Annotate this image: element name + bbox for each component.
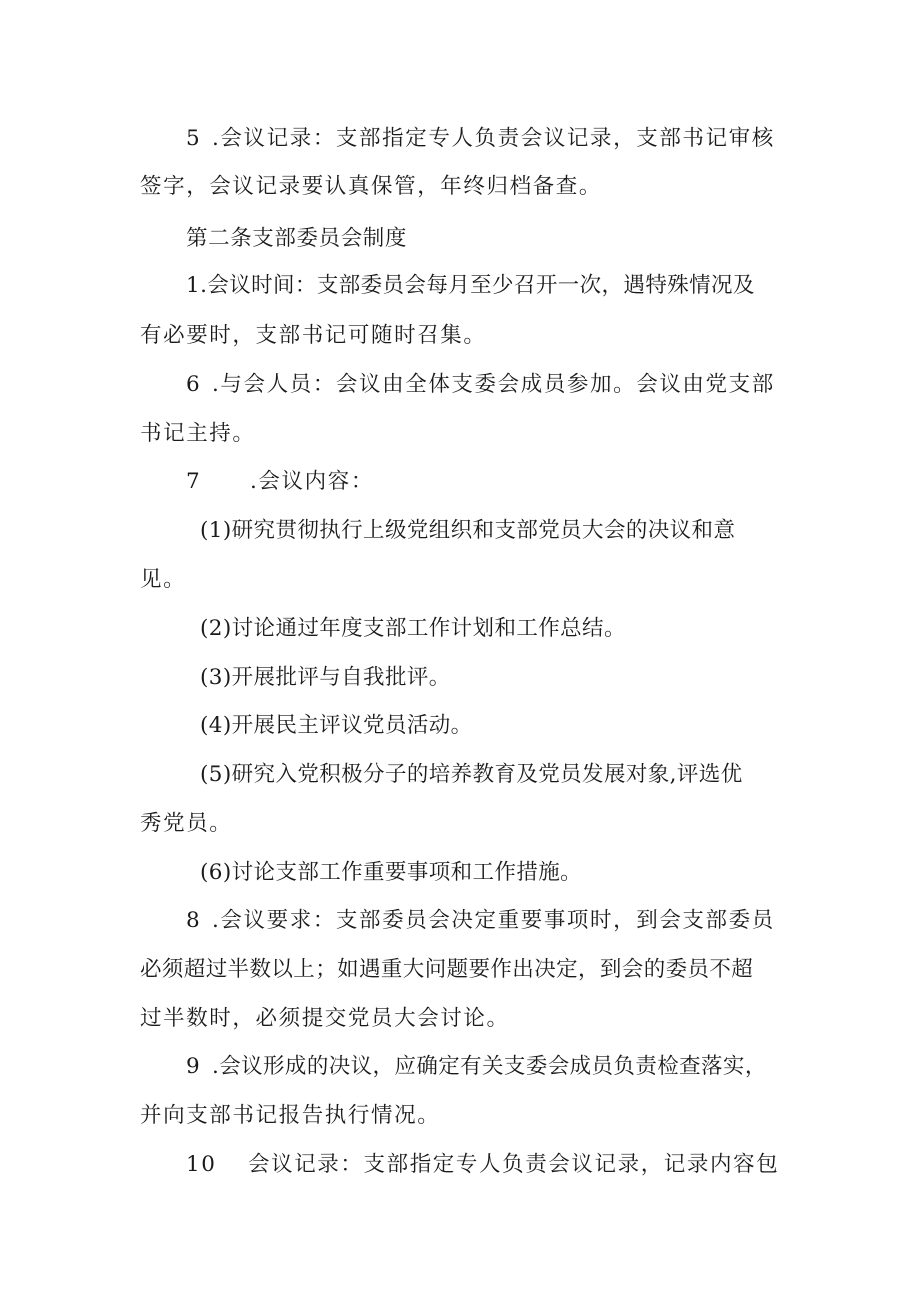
line-text: (1)研究贯彻执行上级党组织和支部党员大会的决议和意 [200,518,736,543]
list-item [200,711,473,741]
line-text: .会议形成的决议，应确定有关支委会成员负责检查落实， [212,1054,767,1079]
item-number: 5 [186,126,202,151]
paragraph-line [140,1101,440,1131]
line-text: (6)讨论支部工作重要事项和工作措施。 [200,860,583,885]
paragraph-line [186,1052,767,1082]
line-text: 并向支部书记报告执行情况。 [140,1103,441,1128]
line-text: 会议记录：支部指定专人负责会议记录，记录内容包 [248,1152,780,1177]
paragraph-line [140,1004,510,1034]
paragraph-line [140,955,753,985]
line-text: 秀党员。 [140,811,233,836]
item-number: 8 [186,908,202,933]
paragraph-line [140,172,602,202]
line-text: .会议要求：支部委员会决定重要事项时，到会支部委员 [212,908,775,933]
paragraph-line [140,565,186,595]
line-text: 见。 [140,567,187,592]
line-text: 签字，会议记录要认真保管，年终归档备查。 [140,174,603,199]
list-item [200,663,451,693]
line-text: .与会人员：会议由全体支委会成员参加。会议由党支部 [212,372,775,397]
line-text: (5)研究入党积极分子的培养教育及党员发展对象,评选优 [200,762,743,787]
list-item [200,858,582,888]
section-heading-text: 第二条支部委员会制度 [186,226,408,251]
item-number: 6 [186,372,202,397]
line-text: 书记主持。 [140,421,256,446]
list-item [200,614,626,644]
item-number: 10 [186,1152,217,1177]
line-text: (4)开展民主评议党员活动。 [200,713,473,738]
paragraph-line [186,1150,779,1180]
paragraph-line [186,906,775,936]
section-heading [186,224,407,254]
line-text: 过半数时，必须提交党员大会讨论。 [140,1006,510,1031]
paragraph-line [186,271,755,301]
line-text: 1.会议时间：支部委员会每月至少召开一次，遇特殊情况及 [186,273,755,298]
line-text: (3)开展批评与自我批评。 [200,665,451,690]
paragraph-line [140,809,232,839]
line-text: 必须超过半数以上；如遇重大问题要作出决定，到会的委员不超 [140,957,754,982]
paragraph-line [186,124,775,154]
paragraph-line [140,419,256,449]
line-text: (2)讨论通过年度支部工作计划和工作总结。 [200,616,626,641]
paragraph-line [186,370,775,400]
item-number: 9 [186,1054,201,1079]
list-item [200,760,743,790]
line-text: 有必要时，支部书记可随时召集。 [140,323,487,348]
paragraph-line [186,467,374,497]
item-number: 7 [186,469,202,494]
list-item [200,516,735,546]
line-text: .会议内容： [250,469,374,494]
line-text: .会议记录：支部指定专人负责会议记录，支部书记审核 [212,126,775,151]
paragraph-line [140,321,487,351]
